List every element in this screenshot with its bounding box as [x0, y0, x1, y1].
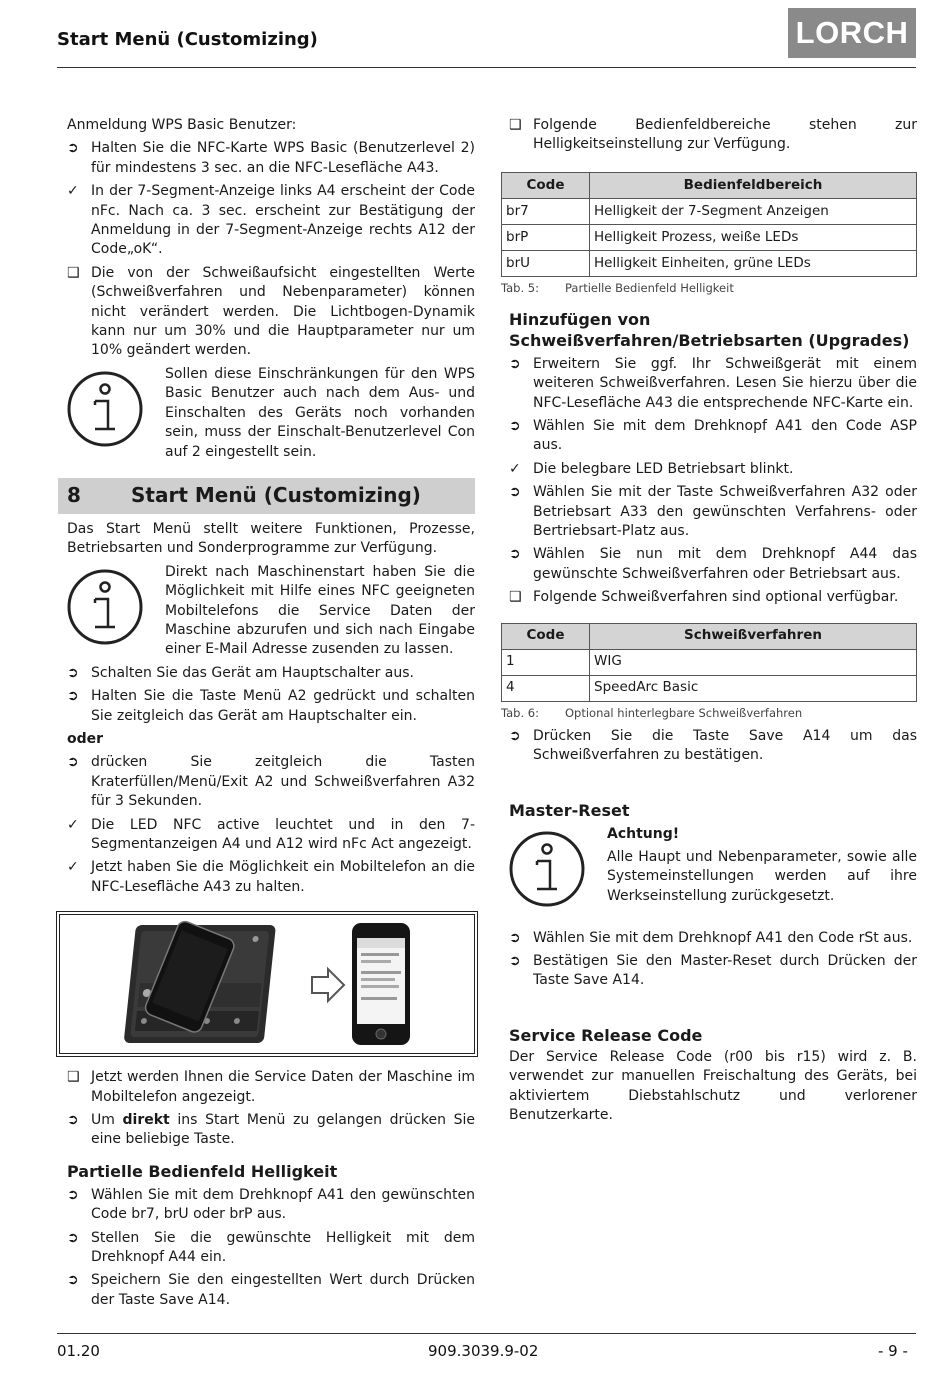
info-box — [67, 563, 475, 660]
result-item — [67, 182, 475, 260]
table-header-cell: Schweißverfahren — [590, 623, 917, 649]
chapter-intro: Das Start Menü stellt weitere Funktionen, Prozesse, Betriebsarten und Sonderprogramme zur Verfügung. — [67, 520, 475, 557]
step-text: Wählen Sie mit dem Drehknopf A41 den gewünschten Code br7, brU oder brP aus. — [91, 1186, 475, 1223]
table-header-row — [502, 623, 917, 649]
step-item — [67, 687, 475, 726]
section-partial-title: Partielle Bedienfeld Helligkeit — [67, 1161, 338, 1181]
step-item — [509, 417, 917, 456]
result-text: Die belegbare LED Betriebsart blinkt. — [533, 460, 794, 477]
warning-text: Alle Haupt und Nebenparameter, sowie alle Systemeinstellungen werden auf ihre Werkseinstellung zurückgesetzt. — [607, 848, 917, 904]
table-cell: brP — [502, 224, 590, 250]
login-heading: Anmeldung WPS Basic Benutzer: — [67, 117, 297, 133]
footer-doc-number: 909.3039.9-02 — [428, 1342, 539, 1360]
table-header-row — [502, 172, 917, 198]
result-item — [509, 460, 917, 479]
result-text: Jetzt haben Sie die Möglichkeit ein Mobiltelefon an die NFC-Lesefläche A43 zu halten. — [91, 859, 475, 895]
step-text: Stellen Sie die gewünschte Helligkeit mit dem Drehknopf A44 ein. — [91, 1229, 475, 1266]
table-brightness — [501, 172, 917, 277]
note-item — [509, 588, 917, 607]
info-text: Sollen diese Einschränkungen für den WPS Basic Benutzer auch nach dem Aus- und Einschalten des Geräts noch vorhanden sein, muss der Einschalt-Benutzerlevel Con auf 2 eingestellt sein. — [165, 365, 475, 460]
table-welding-processes — [501, 623, 917, 702]
footer-page-number: - 9 - — [878, 1342, 908, 1360]
chapter-title: Start Menü (Customizing) — [131, 483, 421, 508]
table-caption — [501, 705, 917, 721]
result-text: In der 7-Segment-Anzeige links A4 erscheint der Code nFc. Nach ca. 3 sec. erscheint zur Bestätigung der Anmeldung in der 7-Segment-Anzeige rechts A12 der Code„oK“. — [91, 183, 475, 258]
checkmark-icon: ✓ — [67, 859, 79, 876]
table-row — [502, 250, 917, 276]
arrow-bullet-icon: ➲ — [509, 929, 521, 946]
step-text-part: Um — [91, 1112, 123, 1129]
table-row — [502, 675, 917, 701]
arrow-bullet-icon: ➲ — [509, 418, 521, 435]
arrow-bullet-icon: ➲ — [67, 664, 79, 681]
checkbox-bullet-icon: ❑ — [509, 589, 522, 606]
arrow-bullet-icon: ➲ — [509, 546, 521, 563]
step-text: Wählen Sie mit der Taste Schweißverfahren A32 oder Betriebsart A33 den gewünschten Verfahrens- oder Bertriebsart-Platz aus. — [533, 484, 917, 540]
chapter-number: 8 — [67, 483, 81, 508]
header-rule — [57, 67, 916, 68]
step-item — [67, 753, 475, 811]
step-text: Halten Sie die Taste Menü A2 gedrückt und schalten Sie zeitgleich das Gerät am Hauptschalter ein. — [91, 688, 475, 724]
lorch-logo: LORCH — [788, 8, 916, 58]
table-cell: Helligkeit Einheiten, grüne LEDs — [590, 250, 917, 276]
info-box — [67, 365, 475, 462]
checkbox-bullet-icon: ❑ — [509, 117, 522, 133]
right-column — [501, 116, 917, 1125]
arrow-bullet-icon: ➲ — [67, 1112, 79, 1129]
info-icon — [65, 369, 145, 449]
step-item — [509, 929, 917, 948]
info-text: Direkt nach Maschinenstart haben Sie die Möglichkeit mit Hilfe eines NFC geeigneten Mobiltelefons die Service Daten der Maschine abzurufen und sich nach Eingabe einer E-Mail Adresse zusenden zu lassen. — [165, 563, 475, 658]
table-cell: WIG — [590, 649, 917, 675]
table-caption-number: Tab. 5: — [501, 280, 539, 295]
step-item — [67, 139, 475, 178]
arrow-bullet-icon: ➲ — [509, 355, 521, 372]
table-cell: br7 — [502, 198, 590, 224]
service-release-text: Der Service Release Code (r00 bis r15) wird z. B. verwendet zur manuellen Freischaltung des Geräts, bei aktiviertem Diebstahlschutz und verlorener Benutzerkarte. — [509, 1048, 917, 1123]
note-text: Folgende Schweißverfahren sind optional verfügbar. — [533, 589, 899, 606]
info-icon — [507, 829, 587, 909]
step-item — [67, 1186, 475, 1225]
chapter-heading — [58, 478, 475, 514]
info-icon — [65, 567, 145, 647]
note-item — [509, 116, 917, 155]
footer-date: 01.20 — [57, 1342, 100, 1360]
arrow-bullet-icon: ➲ — [509, 727, 521, 744]
step-item — [509, 355, 917, 413]
step-text: Wählen Sie mit dem Drehknopf A41 den Code ASP aus. — [533, 418, 917, 454]
step-text: Schalten Sie das Gerät am Hauptschalter aus. — [91, 664, 414, 681]
table-caption-text: Optional hinterlegbare Schweißverfahren — [565, 705, 803, 720]
step-text: Drücken Sie die Taste Save A14 um das Schweißverfahren zu bestätigen. — [533, 727, 917, 764]
warning-box — [509, 825, 917, 925]
arrow-bullet-icon: ➲ — [509, 952, 521, 969]
table-cell: brU — [502, 250, 590, 276]
page-header-title: Start Menü (Customizing) — [57, 29, 318, 50]
note-text: Die von der Schweißaufsicht eingestellten Werte (Schweißverfahren und Nebenparameter) können nicht verändert werden. Die Lichtbogen-Dynamik kann nur um 30% und die Hauptparameter nur um 10% geändert werden. — [91, 264, 475, 359]
checkmark-icon: ✓ — [67, 183, 79, 200]
step-item — [67, 1111, 475, 1150]
note-text: Folgende Bedienfeldbereiche stehen zur Helligkeitseinstellung zur Verfügung. — [533, 117, 917, 153]
note-item — [67, 264, 475, 361]
arrow-bullet-icon: ➲ — [67, 1186, 79, 1203]
warning-title: Achtung! — [607, 825, 680, 842]
table-row — [502, 224, 917, 250]
left-column — [67, 116, 475, 1310]
step-item — [67, 1229, 475, 1268]
arrow-bullet-icon: ➲ — [67, 754, 79, 771]
table-cell: Helligkeit der 7-Segment Anzeigen — [590, 198, 917, 224]
section-upgrades-title: Hinzufügen von Schweißverfahren/Betriebsarten (Upgrades) — [509, 309, 910, 350]
table-row — [502, 649, 917, 675]
table-cell: Helligkeit Prozess, weiße LEDs — [590, 224, 917, 250]
result-item — [67, 816, 475, 855]
step-text: drücken Sie zeitgleich die Tasten Kraterfüllen/Menü/Exit A2 und Schweißverfahren A32 für 3 Sekunden. — [91, 754, 475, 810]
checkbox-bullet-icon: ❑ — [67, 264, 80, 281]
step-item — [509, 727, 917, 766]
table-header-cell: Bedienfeldbereich — [590, 172, 917, 198]
step-text: Wählen Sie nun mit dem Drehknopf A44 das gewünschte Schweißverfahren oder Betriebsart aus. — [533, 546, 917, 582]
nfc-phone-illustration — [60, 915, 474, 1053]
table-cell: 1 — [502, 649, 590, 675]
nfc-illustration — [59, 914, 475, 1054]
table-cell: 4 — [502, 675, 590, 701]
table-caption — [501, 280, 917, 296]
oder-label: oder — [67, 730, 104, 747]
checkmark-icon: ✓ — [67, 816, 79, 833]
step-item — [509, 483, 917, 541]
step-text: Erweitern Sie ggf. Ihr Schweißgerät mit einem weiteren Schweißverfahren. Lesen Sie hierzu über die NFC-Lesefläche A43 die entsprechende NFC-Karte ein. — [533, 355, 917, 411]
table-cell: SpeedArc Basic — [590, 675, 917, 701]
step-text: Speichern Sie den eingestellten Wert durch Drücken der Taste Save A14. — [91, 1272, 475, 1308]
table-header-cell: Code — [502, 623, 590, 649]
step-item — [67, 664, 475, 683]
step-item — [67, 1271, 475, 1310]
arrow-bullet-icon: ➲ — [67, 1272, 79, 1289]
table-row — [502, 198, 917, 224]
arrow-bullet-icon: ➲ — [67, 688, 79, 705]
step-text: Halten Sie die NFC-Karte WPS Basic (Benutzerlevel 2) für mindestens 3 sec. an die NFC-Lesefläche A43. — [91, 140, 475, 176]
checkbox-bullet-icon: ❑ — [67, 1069, 80, 1086]
table-caption-text: Partielle Bedienfeld Helligkeit — [565, 280, 734, 295]
step-text — [91, 1112, 475, 1147]
section-master-reset-title: Master-Reset — [509, 800, 630, 820]
table-caption-number: Tab. 6: — [501, 705, 539, 720]
note-item — [67, 1068, 475, 1107]
step-text: Wählen Sie mit dem Drehknopf A41 den Code rSt aus. — [533, 929, 913, 946]
step-text: Bestätigen Sie den Master-Reset durch Drücken der Taste Save A14. — [533, 952, 917, 989]
checkmark-icon: ✓ — [509, 460, 521, 477]
step-item — [509, 545, 917, 584]
arrow-bullet-icon: ➲ — [67, 140, 79, 157]
section-service-release-title: Service Release Code — [509, 1025, 703, 1045]
step-text-emphasis: direkt — [122, 1112, 170, 1129]
footer-rule — [57, 1333, 916, 1334]
result-text: Die LED NFC active leuchtet und in den 7-Segmentanzeigen A4 und A12 wird nFc Act angezeigt. — [91, 816, 475, 852]
note-text: Jetzt werden Ihnen die Service Daten der Maschine im Mobiltelefon angezeigt. — [91, 1069, 475, 1105]
arrow-bullet-icon: ➲ — [509, 484, 521, 501]
table-header-cell: Code — [502, 172, 590, 198]
step-item — [509, 952, 917, 991]
arrow-bullet-icon: ➲ — [67, 1229, 79, 1246]
result-item — [67, 858, 475, 897]
step-text-part: ins Start Menü zu gelangen drücken Sie eine beliebige Taste. — [91, 1112, 475, 1148]
